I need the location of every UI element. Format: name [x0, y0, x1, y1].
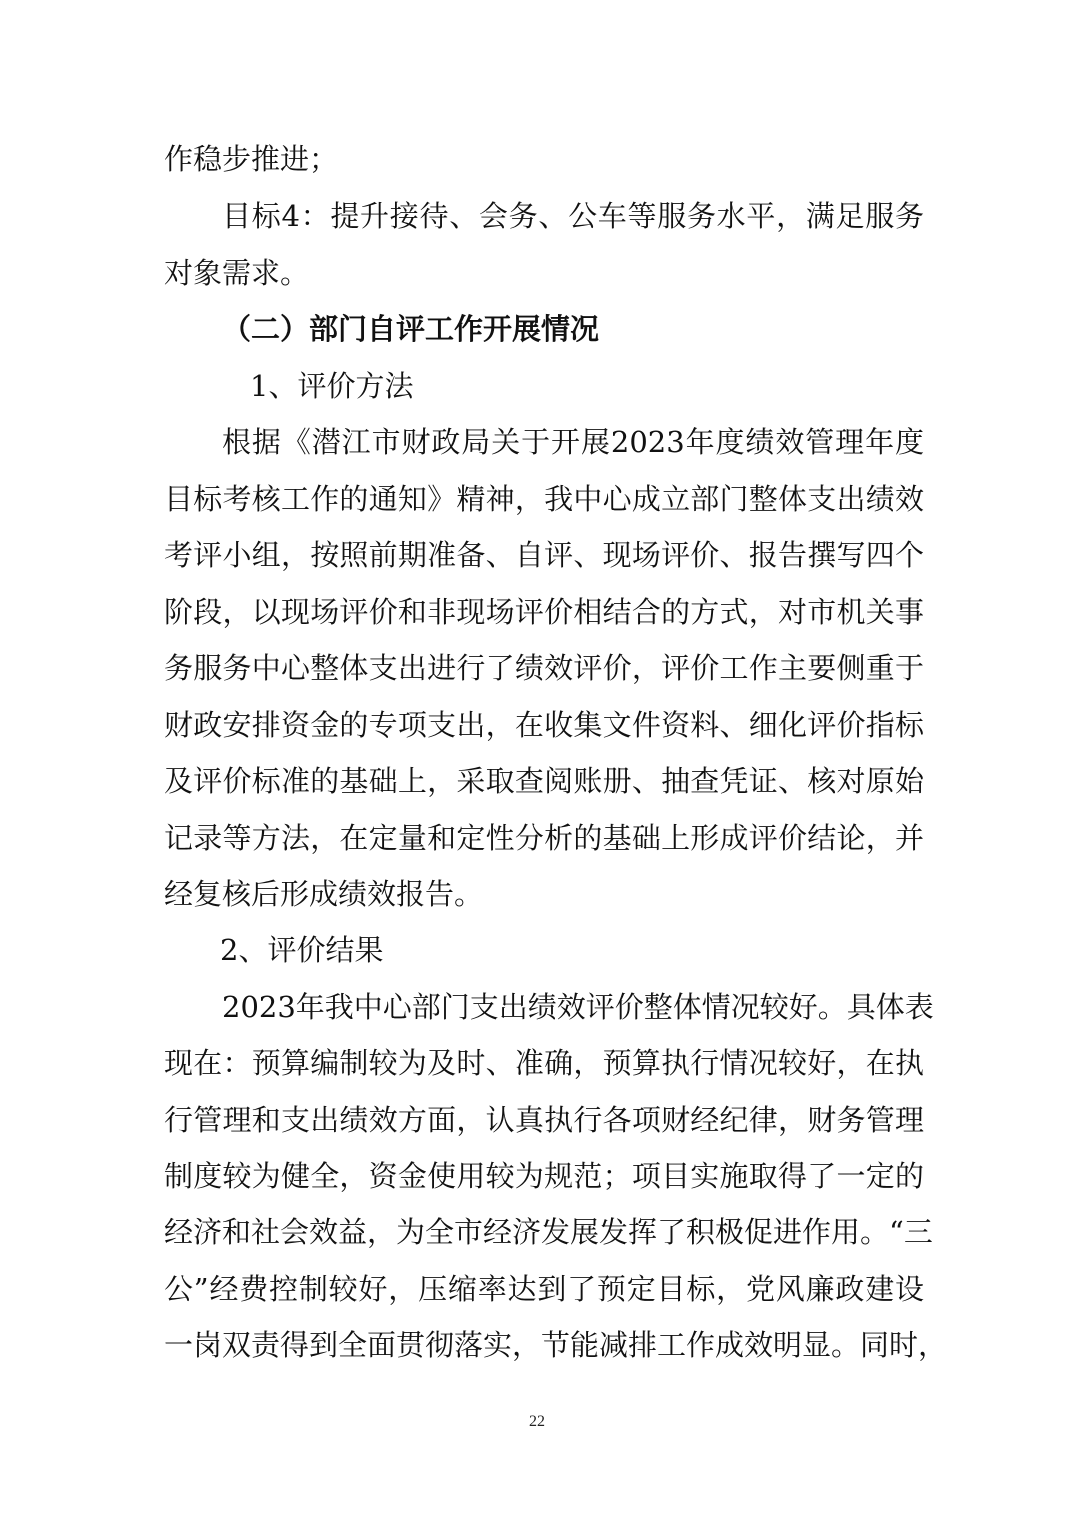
body-text-line: 经济和社会效益，为全市经济发展发挥了积极促进作用。“三 — [164, 1215, 933, 1249]
subsection-heading: 2、评价结果 — [220, 933, 384, 967]
body-text-line: 对象需求。 — [164, 256, 310, 290]
body-text-line: 公”经费控制较好，压缩率达到了预定目标，党风廉政建设 — [164, 1272, 924, 1306]
body-text-line: 目标4：提升接待、会务、公车等服务水平，满足服务 — [222, 199, 924, 233]
page-number: 22 — [529, 1413, 545, 1430]
body-text-line: 制度较为健全，资金使用较为规范；项目实施取得了一定的 — [164, 1159, 924, 1193]
section-heading: （二）部门自评工作开展情况 — [222, 312, 600, 346]
body-text-line: 行管理和支出绩效方面，认真执行各项财经纪律，财务管理 — [164, 1103, 924, 1137]
subsection-heading: 1、评价方法 — [250, 369, 414, 403]
body-text-line: 现在：预算编制较为及时、准确，预算执行情况较好，在执 — [164, 1046, 924, 1080]
body-text-line: 务服务中心整体支出进行了绩效评价，评价工作主要侧重于 — [164, 651, 924, 685]
body-text-line: 及评价标准的基础上，采取查阅账册、抽查凭证、核对原始 — [164, 764, 924, 798]
body-text-line: 根据《潜江市财政局关于开展2023年度绩效管理年度 — [222, 425, 924, 459]
body-text-line: 考评小组，按照前期准备、自评、现场评价、报告撰写四个 — [164, 538, 924, 572]
body-text-line: 记录等方法，在定量和定性分析的基础上形成评价结论，并 — [164, 821, 924, 855]
body-text-line: 目标考核工作的通知》精神，我中心成立部门整体支出绩效 — [164, 482, 924, 516]
body-text-line: 作稳步推进； — [164, 142, 339, 176]
body-text-line: 财政安排资金的专项支出，在收集文件资料、细化评价指标 — [164, 708, 924, 742]
body-text-line: 经复核后形成绩效报告。 — [164, 877, 484, 911]
body-text-line: 阶段，以现场评价和非现场评价相结合的方式，对市机关事 — [164, 595, 924, 629]
body-text-line: 2023年我中心部门支出绩效评价整体情况较好。具体表 — [222, 990, 934, 1024]
body-text-line: 一岗双责得到全面贯彻落实，节能减排工作成效明显。同时， — [164, 1328, 948, 1362]
